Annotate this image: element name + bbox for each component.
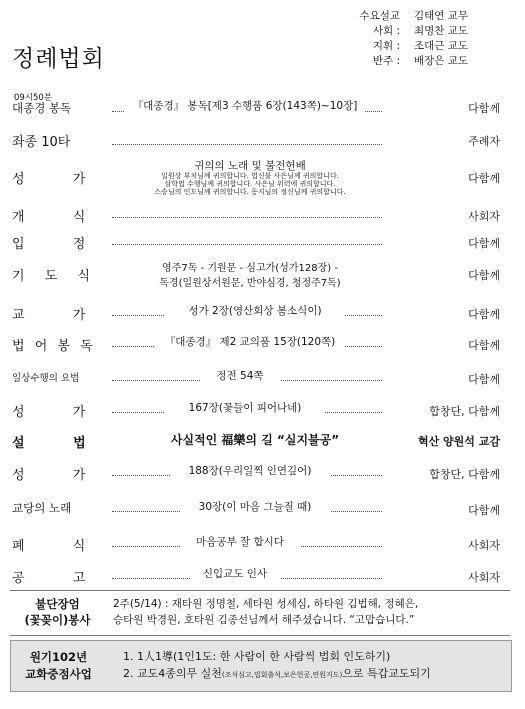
row-label: 좌종 10타 (12, 135, 71, 150)
row-content: 마음공부 잘 합시다 (180, 534, 300, 549)
row-role: 사회자 (468, 571, 500, 584)
row-label: 교 가 (12, 308, 108, 323)
staff-name: 배장은 교도 (414, 55, 469, 67)
notice-label-1: 불단장엄 (35, 597, 80, 611)
time-label: 09시50분 (14, 93, 53, 103)
sermon-title: 사실적인 福樂의 길 “실지불공” (170, 433, 340, 447)
project-line-2-main: 2. 교도4종의무 실천 (123, 667, 222, 680)
sub-line: 일원상 부처님께 귀의합니다. 법신불 사은님께 귀의합니다. (161, 172, 339, 180)
staff-item (330, 8, 468, 23)
row-role: 합창단, 다함께 (429, 405, 500, 418)
project-label-2: 교화중점사업 (25, 667, 92, 681)
flower-notice (10, 590, 510, 636)
staff-item (330, 38, 468, 53)
row-label: 성 가 (12, 405, 108, 420)
staff-list (330, 8, 468, 68)
row-label: 입 정 (12, 237, 108, 252)
notice-label-2: (꽃꽂이)봉사 (24, 613, 91, 627)
row-role: 다함께 (468, 339, 500, 352)
row-role: 다함께 (468, 308, 500, 321)
project-line-2-tail: 으로 특갑교도되기 (342, 667, 431, 680)
project-line-2-small: (조석심고,법회출석,보은헌공,연원지도) (221, 671, 343, 679)
staff-role: 반주 : (372, 55, 400, 67)
project-line-2 (123, 666, 431, 683)
row-label: 교당의 노래 (12, 501, 72, 515)
row-label: 대종경 봉독 (12, 101, 72, 115)
staff-name: 김태연 교무 (414, 10, 469, 22)
row-content: 167장(꽃들이 피어나네) (165, 400, 325, 415)
row-content: 영주7독 - 기원문 - 심고가(성가128장) - (162, 263, 338, 274)
staff-role: 지휘 : (372, 40, 400, 52)
row-label: 설 법 (12, 436, 108, 451)
row-label: 성 가 (12, 172, 108, 187)
row-role: 주례자 (468, 135, 500, 148)
row-content: 정전 54쪽 (200, 368, 280, 383)
sub-line: 삼학법 수행님께 귀의합니다. 사은님 위력에 귀의합니다. (164, 180, 336, 188)
row-content: 『대종경』 제2 교의품 15장(120쪽) (155, 334, 345, 349)
staff-name: 최명찬 교도 (414, 25, 469, 37)
row-label: 성 가 (12, 468, 108, 483)
staff-role: 사회 : (372, 25, 400, 37)
row-role: 합창단, 다함께 (429, 468, 500, 481)
staff-name: 조대근 교도 (414, 40, 469, 52)
row-content-2: 독경(일원상서원문, 반야심경, 청정주7독) (159, 278, 341, 289)
row-role: 혁산 양원석 교감 (417, 435, 500, 448)
row-label: 일상수행의 요법 (12, 373, 80, 384)
notice-text-2: 승타원 박경원, 호타원 김종선님께서 해주셨습니다. “고맙습니다.” (113, 614, 415, 626)
row-role: 다함께 (468, 237, 500, 250)
row-role: 다함께 (468, 172, 500, 185)
row-content: 『대종경』 봉독[제3 수행품 6장(143쪽)~10장] (125, 98, 365, 113)
project-label-1: 원기102년 (29, 650, 88, 664)
row-content: 성가 2장(영산회상 봄소식이) (165, 303, 345, 318)
notice-text-1: 2주(5/14) : 재타원 정명철, 세타원 성세심, 하타원 김법해, 정혜은, (113, 598, 419, 610)
staff-item (330, 23, 468, 38)
row-content: 신입교도 인사 (190, 566, 280, 581)
project-box (10, 640, 512, 692)
row-content: 188장(우리일찍 인연깊어) (170, 463, 330, 478)
dotted-leader (112, 216, 382, 218)
row-label: 개 식 (12, 210, 108, 225)
dotted-leader (112, 243, 382, 245)
row-label: 폐 식 (12, 539, 108, 554)
row-role: 다함께 (468, 102, 500, 115)
page-title: 정례법회 (12, 46, 105, 72)
row-role: 사회자 (468, 210, 500, 223)
project-line-1: 1. 1人1導(1인1도: 한 사람이 한 사람씩 법회 인도하기) (123, 650, 391, 663)
row-role: 사회자 (468, 539, 500, 552)
row-content: 귀의의 노래 및 불전헌배 (194, 160, 306, 172)
row-content: 30장(이 마음 그늘질 때) (180, 499, 330, 514)
row-role: 다함께 (468, 373, 500, 386)
row-label: 법 어 봉 독 (12, 339, 96, 354)
sub-line: 스승님의 인도님께 귀의합니다. 동지님의 정신님께 귀의합니다. (154, 188, 346, 196)
staff-role: 수요설교 (359, 10, 400, 22)
row-role: 다함께 (468, 269, 500, 282)
staff-item (330, 53, 468, 68)
row-label: 공 고 (12, 571, 108, 586)
dotted-leader (112, 143, 382, 145)
row-label: 기 도 식 (12, 269, 98, 284)
row-role: 다함께 (468, 504, 500, 517)
